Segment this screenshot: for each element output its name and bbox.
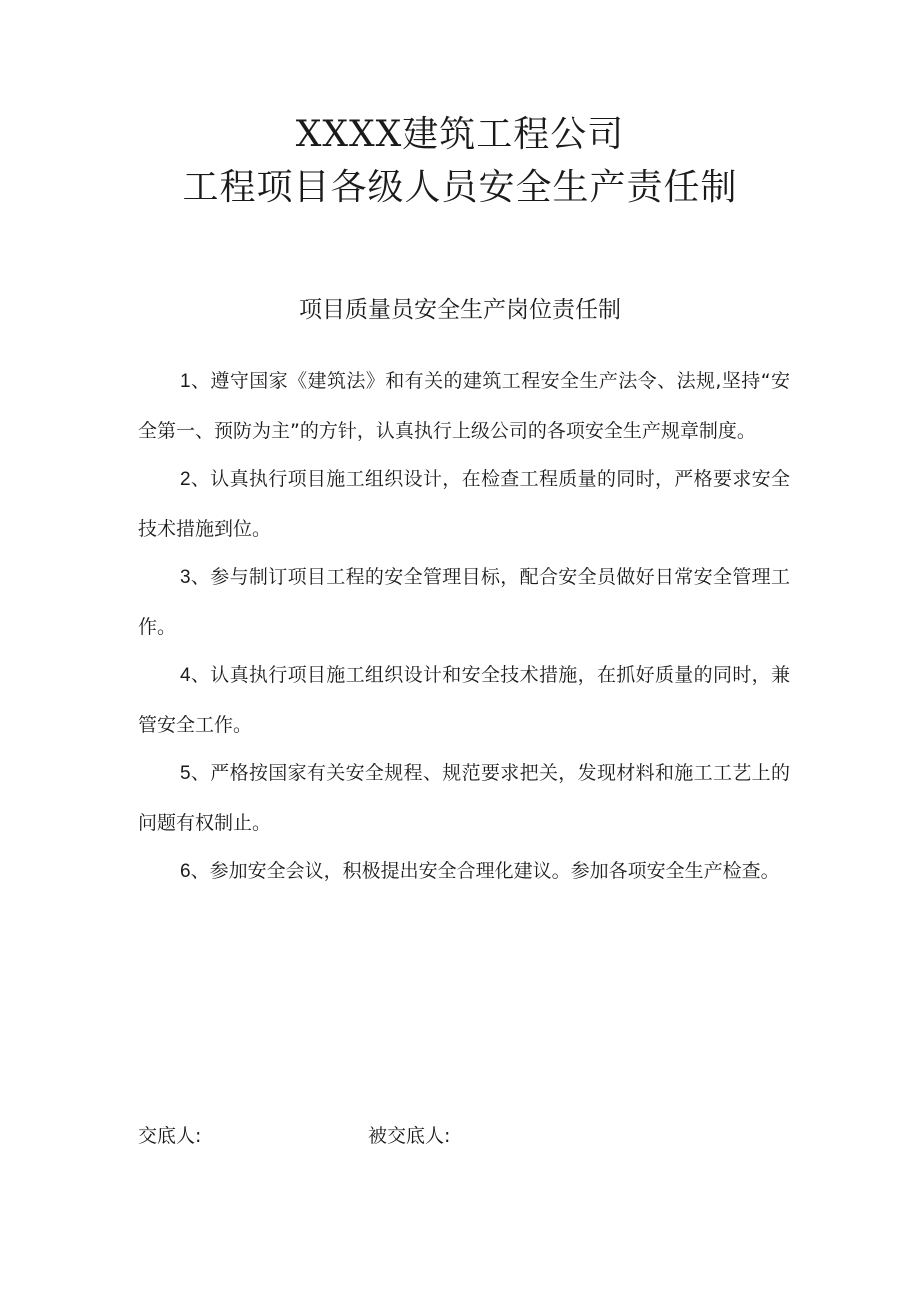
clause-5 — [138, 749, 790, 847]
clause-number: 4 — [180, 665, 191, 686]
clause-6 — [138, 847, 790, 897]
clause-text: 、严格按国家有关安全规程、规范要求把关，发现材料和施工工艺上的问题有权制止。 — [138, 762, 790, 834]
clause-text: 、认真执行项目施工组织设计，在检查工程质量的同时，严格要求安全技术措施到位。 — [138, 468, 790, 540]
clause-number: 2 — [180, 469, 191, 490]
signature-row — [138, 1120, 738, 1152]
clause-2 — [138, 455, 790, 553]
clause-list — [138, 357, 790, 897]
handover-signature-label: 交底人: — [138, 1125, 202, 1147]
clause-number: 5 — [180, 763, 191, 784]
receiver-signature-label: 被交底人: — [368, 1125, 451, 1147]
clause-number: 1 — [180, 371, 191, 392]
section-title: 项目质量员安全生产岗位责任制 — [299, 297, 621, 323]
company-title: XXXX建筑工程公司 — [295, 114, 625, 155]
clause-number: 3 — [180, 567, 191, 588]
clause-1 — [138, 357, 790, 455]
clause-3 — [138, 553, 790, 651]
clause-number: 6 — [180, 861, 191, 882]
clause-text: 、认真执行项目施工组织设计和安全技术措施，在抓好质量的同时，兼管安全工作。 — [138, 664, 790, 736]
document-title: 工程项目各级人员安全生产责任制 — [182, 167, 738, 208]
clause-text: 、参加安全会议，积极提出安全合理化建议。参加各项安全生产检查。 — [190, 860, 780, 882]
clause-text: 、参与制订项目工程的安全管理目标，配合安全员做好日常安全管理工作。 — [138, 566, 790, 638]
clause-text: 、遵守国家《建筑法》和有关的建筑工程安全生产法令、法规,坚持“安全第一、预防为主”的方针，认真执行上级公司的各项安全生产规章制度。 — [138, 370, 790, 442]
clause-4 — [138, 651, 790, 749]
